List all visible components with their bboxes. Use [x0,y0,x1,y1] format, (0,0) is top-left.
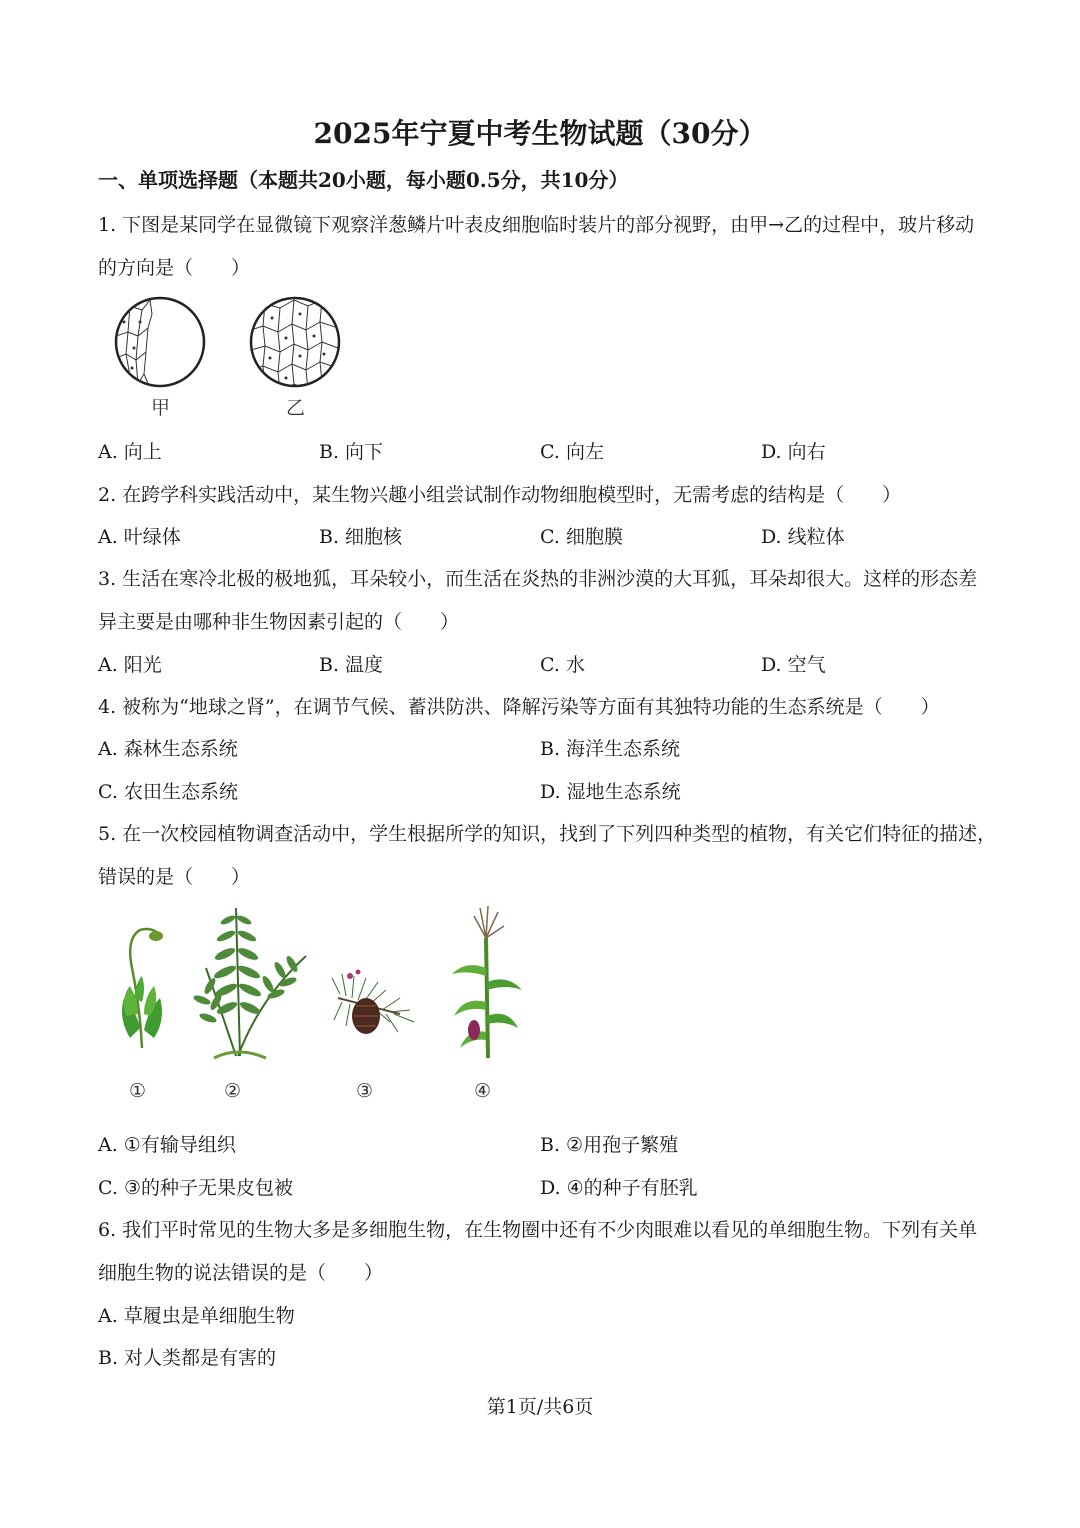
q5-option-d[interactable]: D. ④的种子有胚乳 [540,1177,698,1199]
q5-stem-line-2: 错误的是（ ） [98,866,251,888]
q3-stem-line-2: 异主要是由哪种非生物因素引起的（ ） [98,611,460,633]
q5-option-a[interactable]: A. ①有输导组织 [98,1134,236,1156]
q5-option-c[interactable]: C. ③的种子无果皮包被 [98,1177,293,1199]
page-title: 2025年宁夏中考生物试题（30分） [313,117,767,150]
pine-plant-illustration [332,970,414,1035]
q2-option-a[interactable]: A. 叶绿体 [98,526,181,548]
q4-option-d[interactable]: D. 湿地生态系统 [540,781,681,803]
q4-option-c[interactable]: C. 农田生态系统 [98,781,238,803]
q4-option-a[interactable]: A. 森林生态系统 [98,738,238,760]
q1-option-d[interactable]: D. 向右 [761,441,826,463]
figure-label-3: ③ [356,1080,374,1102]
q3-option-a[interactable]: A. 阳光 [98,654,162,676]
microscope-views-figure [110,292,350,420]
view-yi [251,298,339,392]
section-heading: 一、单项选择题（本题共20小题，每小题0.5分，共10分） [98,168,629,192]
corn-plant-illustration [452,906,522,1058]
view-jia [116,298,204,388]
figure-label-yi: 乙 [286,397,306,419]
q2-option-d[interactable]: D. 线粒体 [761,526,845,548]
q5-stem-line-1: 5. 在一次校园植物调查活动中，学生根据所学的知识，找到了下列四种类型的植物，有关它们特征的描述， [98,823,997,845]
fern-plant-illustration [192,908,306,1058]
q3-stem-line-1: 3. 生活在寒冷北极的极地狐，耳朵较小，而生活在炎热的非洲沙漠的大耳狐，耳朵却很大。这样的形态差 [98,568,978,590]
q6-stem-line-2: 细胞生物的说法错误的是（ ） [98,1262,384,1284]
q3-option-b[interactable]: B. 温度 [319,654,384,676]
q6-option-b[interactable]: B. 对人类都是有害的 [98,1347,277,1369]
q6-option-a[interactable]: A. 草履虫是单细胞生物 [98,1305,295,1327]
q5-option-b[interactable]: B. ②用孢子繁殖 [540,1134,679,1156]
q1-stem-line-1: 1. 下图是某同学在显微镜下观察洋葱鳞片叶表皮细胞临时装片的部分视野，由甲→乙的过程中，玻片移动 [98,214,975,236]
figure-label-2: ② [224,1080,242,1102]
q3-option-c[interactable]: C. 水 [540,654,585,676]
q4-option-b[interactable]: B. 海洋生态系统 [540,738,681,760]
figure-label-jia: 甲 [151,397,171,419]
q2-option-c[interactable]: C. 细胞膜 [540,526,623,548]
q1-option-b[interactable]: B. 向下 [319,441,384,463]
q1-option-c[interactable]: C. 向左 [540,441,604,463]
q6-stem-line-1: 6. 我们平时常见的生物大多是多细胞生物，在生物圈中还有不少肉眼难以看见的单细胞生物。下列有关单 [98,1219,978,1241]
q1-stem-line-2: 的方向是（ ） [98,257,251,279]
q2-option-b[interactable]: B. 细胞核 [319,526,403,548]
q1-option-a[interactable]: A. 向上 [98,441,162,463]
figure-label-1: ① [129,1080,147,1102]
q2-stem-line-1: 2. 在跨学科实践活动中，某生物兴趣小组尝试制作动物细胞模型时，无需考虑的结构是（ ） [98,484,902,506]
q4-stem-line-1: 4. 被称为“地球之肾”，在调节气候、蓄洪防洪、降解污染等方面有其独特功能的生态系统是（ ） [98,696,940,718]
page-footer: 第1页/共6页 [486,1396,594,1418]
q3-option-d[interactable]: D. 空气 [761,654,826,676]
moss-plant-illustration [122,929,163,1048]
figure-label-4: ④ [474,1080,492,1102]
plants-figure [110,898,530,1068]
